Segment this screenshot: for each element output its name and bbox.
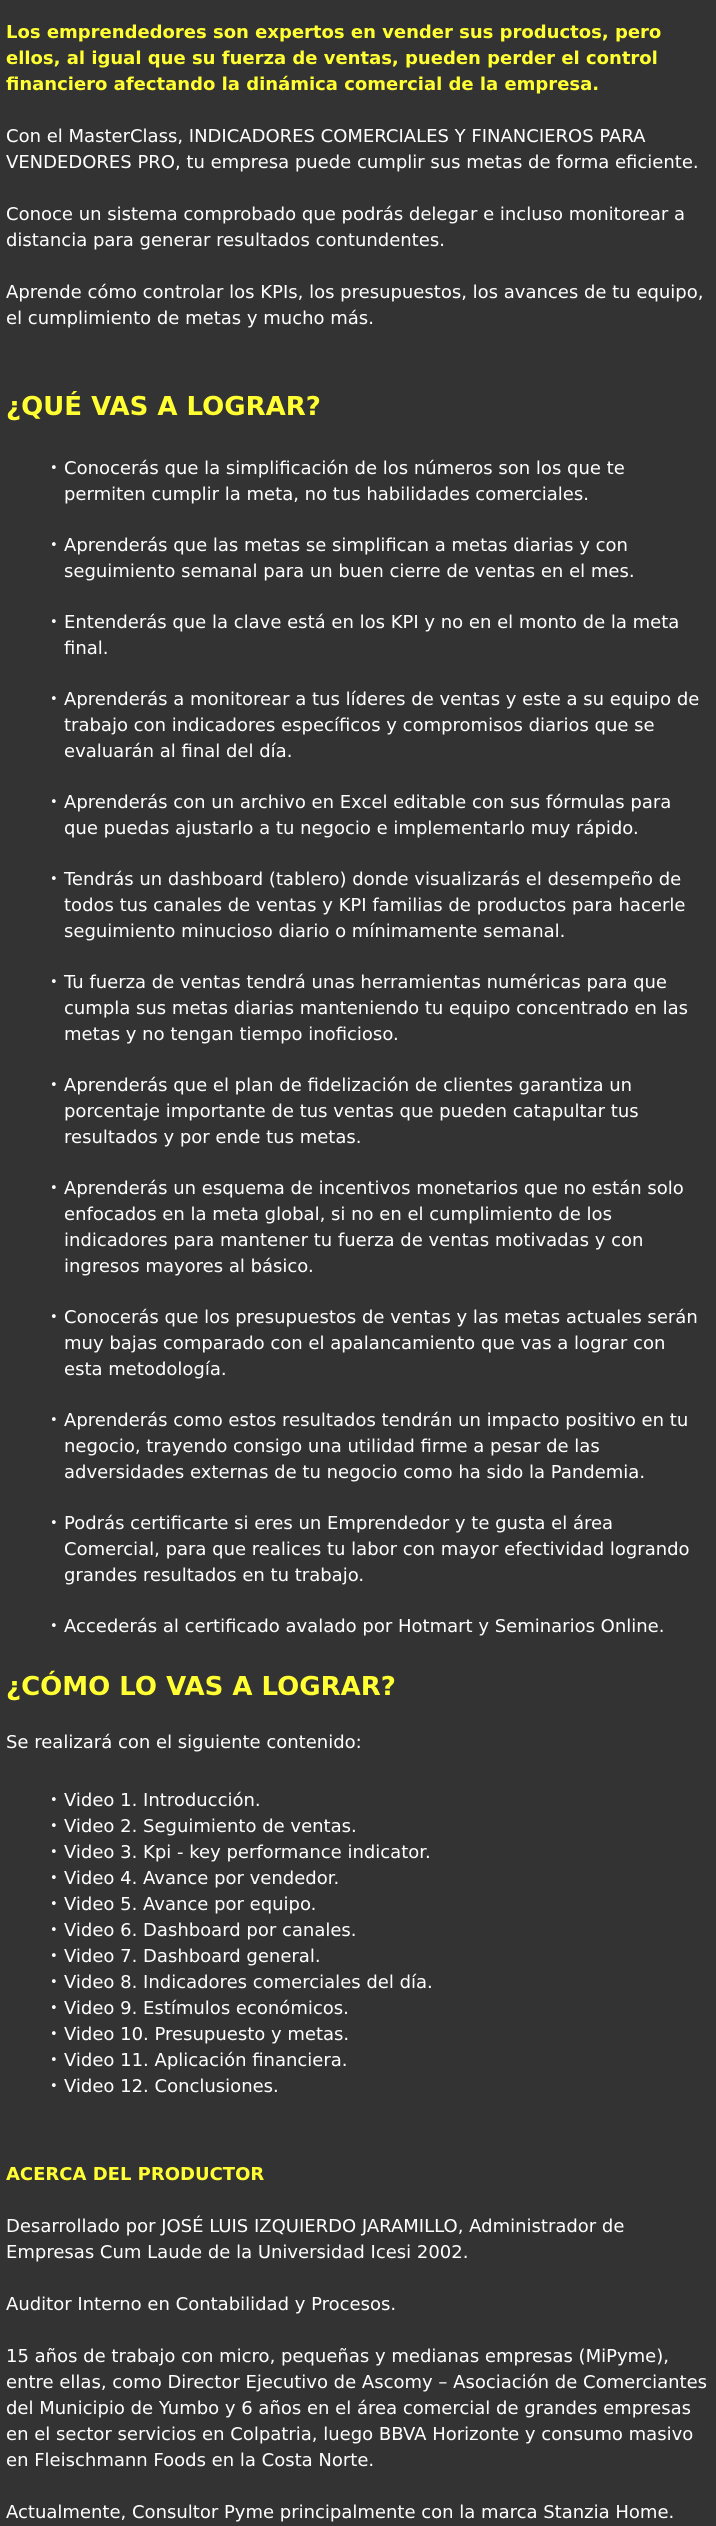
benefit-item: • Aprenderás que el plan de fidelización de clientes garantiza un porcentaje importante de tus ventas que pueden catapultar tus resultados y por ende tus metas. [50, 1073, 708, 1151]
producer-heading: ACERCA DEL PRODUCTOR [6, 2164, 265, 2185]
video-item: • Video 4. Avance por vendedor. [50, 1866, 708, 1892]
video-item: • Video 1. Introducción. [50, 1788, 708, 1814]
benefits-heading: ¿QUÉ VAS A LOGRAR? [6, 392, 321, 422]
video-item: • Video 3. Kpi - key performance indicator. [50, 1840, 708, 1866]
producer-paragraph-4: Actualmente, Consultor Pyme principalmente con la marca Stanzia Home. [6, 2502, 675, 2523]
benefit-item: • Aprenderás que las metas se simplifican a metas diarias y con seguimiento semanal para un buen cierre de ventas en el mes. [50, 533, 708, 585]
video-item: • Video 6. Dashboard por canales. [50, 1918, 708, 1944]
video-item: • Video 8. Indicadores comerciales del día. [50, 1970, 708, 1996]
benefit-item: • Conocerás que la simplificación de los números son los que te permiten cumplir la meta, no tus habilidades comerciales. [50, 456, 708, 508]
how-heading: ¿CÓMO LO VAS A LOGRAR? [6, 1672, 396, 1702]
video-list [6, 1788, 708, 2100]
producer-paragraph-1: Desarrollado por JOSÉ LUIS IZQUIERDO JARAMILLO, Administrador de Empresas Cum Laude de la Universidad Icesi 2002. [6, 2216, 625, 2263]
video-item: • Video 7. Dashboard general. [50, 1944, 708, 1970]
how-lead: Se realizará con el siguiente contenido: [6, 1732, 362, 1753]
intro-paragraph-1: Con el MasterClass, INDICADORES COMERCIALES Y FINANCIEROS PARA VENDEDORES PRO, tu empresa puede cumplir sus metas de forma eficiente. [6, 126, 699, 173]
video-item: • Video 10. Presupuesto y metas. [50, 2022, 708, 2048]
benefit-item: • Aprenderás un esquema de incentivos monetarios que no están solo enfocados en la meta global, si no en el cumplimiento de los indicadores para mantener tu fuerza de ventas motivadas y con ingresos mayores al básico. [50, 1176, 708, 1280]
benefit-item: • Accederás al certificado avalado por Hotmart y Seminarios Online. [50, 1614, 708, 1640]
video-item: • Video 9. Estímulos económicos. [50, 1996, 708, 2022]
video-item: • Video 12. Conclusiones. [50, 2074, 708, 2100]
intro-highlight: Los emprendedores son expertos en vender sus productos, pero ellos, al igual que su fuerza de ventas, pueden perder el control financiero afectando la dinámica comercial de la empresa. [6, 22, 662, 95]
benefit-item: • Aprenderás con un archivo en Excel editable con sus fórmulas para que puedas ajustarlo a tu negocio e implementarlo muy rápido. [50, 790, 708, 842]
producer-paragraph-2: Auditor Interno en Contabilidad y Procesos. [6, 2294, 397, 2315]
benefit-item: • Tu fuerza de ventas tendrá unas herramientas numéricas para que cumpla sus metas diarias manteniendo tu equipo concentrado en las metas y no tengan tiempo inoficioso. [50, 970, 708, 1048]
benefit-item: • Conocerás que los presupuestos de ventas y las metas actuales serán muy bajas comparado con el apalancamiento que vas a lograr con esta metodología. [50, 1305, 708, 1383]
producer-paragraph-3: 15 años de trabajo con micro, pequeñas y medianas empresas (MiPyme), entre ellas, como Director Ejecutivo de Ascomy – Asociación de Comerciantes del Municipio de Yumbo y 6 años en el área comercial de grandes empresas en el sector servicios en Colpatria, luego BBVA Horizonte y consumo masivo en Fleischmann Foods en la Costa Norte. [6, 2346, 708, 2471]
benefit-item: • Aprenderás a monitorear a tus líderes de ventas y este a su equipo de trabajo con indicadores específicos y compromisos diarios que se evaluarán al final del día. [50, 687, 708, 765]
benefits-list [6, 456, 708, 1640]
intro-paragraph-3: Aprende cómo controlar los KPIs, los presupuestos, los avances de tu equipo, el cumplimiento de metas y mucho más. [6, 282, 704, 329]
benefit-item: • Entenderás que la clave está en los KPI y no en el monto de la meta final. [50, 610, 708, 662]
video-item: • Video 2. Seguimiento de ventas. [50, 1814, 708, 1840]
intro-paragraph-2: Conoce un sistema comprobado que podrás delegar e incluso monitorear a distancia para generar resultados contundentes. [6, 204, 685, 251]
benefit-item: • Tendrás un dashboard (tablero) donde visualizarás el desempeño de todos tus canales de ventas y KPI familias de productos para hacerle seguimiento minucioso diario o mínimamente semanal. [50, 867, 708, 945]
video-item: • Video 5. Avance por equipo. [50, 1892, 708, 1918]
benefit-item: • Podrás certificarte si eres un Emprendedor y te gusta el área Comercial, para que realices tu labor con mayor efectividad logrando grandes resultados en tu trabajo. [50, 1511, 708, 1589]
benefit-item: • Aprenderás como estos resultados tendrán un impacto positivo en tu negocio, trayendo consigo una utilidad firme a pesar de las adversidades externas de tu negocio como ha sido la Pandemia. [50, 1408, 708, 1486]
video-item: • Video 11. Aplicación financiera. [50, 2048, 708, 2074]
